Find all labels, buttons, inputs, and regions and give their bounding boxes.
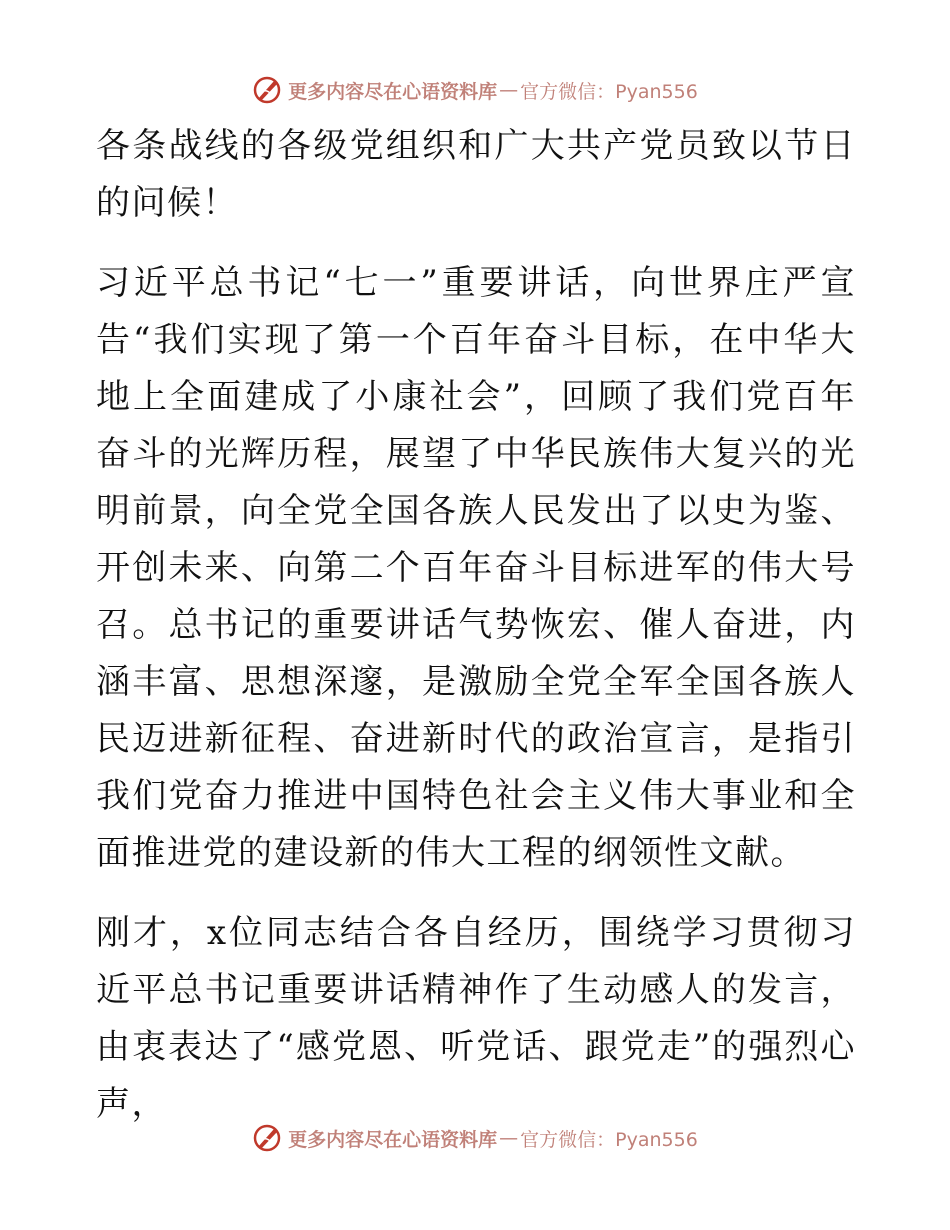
header-separator: — xyxy=(499,79,519,101)
header-contact: 官方微信：Pyan556 xyxy=(520,80,698,103)
paragraph-1: 各条战线的各级党组织和广大共产党员致以节日的问候！ xyxy=(96,126,856,223)
footer-banner xyxy=(0,1118,950,1158)
quill-pen-seal-icon xyxy=(252,1123,282,1153)
header-title: 更多内容尽在心语资料库 xyxy=(288,80,498,103)
header-banner xyxy=(0,70,950,110)
footer-title: 更多内容尽在心语资料库 xyxy=(288,1128,498,1151)
paragraph-3: 刚才，x位同志结合各自经历，围绕学习贯彻习近平总书记重要讲话精神作了生动感人的发言，由衷表达了“感党恩、听党话、跟党走”的强烈心声， xyxy=(96,913,856,1124)
paragraph-2: 习近平总书记“七一”重要讲话，向世界庄严宣告“我们实现了第一个百年奋斗目标，在中华大地上全面建成了小康社会”，回顾了我们党百年奋斗的光辉历程，展望了中华民族伟大复兴的光明前景，向全党全国各族人民发出了以史为鉴、开创未来、向第二个百年奋斗目标进军的伟大号召。总书记的重要讲话气势恢宏、催人奋进，内涵丰富、思想深邃，是激励全党全军全国各族人民迈进新征程、奋进新时代的政治宣言，是指引我们党奋力推进中国特色社会主义伟大事业和全面推进党的建设新的伟大工程的纲领性文献。 xyxy=(96,263,856,873)
footer-separator: — xyxy=(499,1127,519,1149)
document-body xyxy=(96,118,856,1133)
footer-contact: 官方微信：Pyan556 xyxy=(520,1128,698,1151)
quill-pen-seal-icon xyxy=(252,75,282,105)
